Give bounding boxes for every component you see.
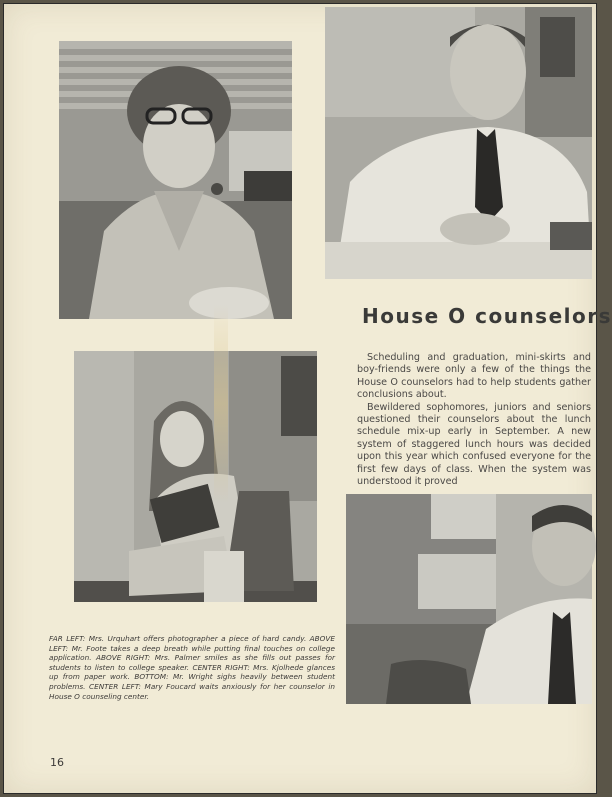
yearbook-page [3, 3, 612, 794]
water-stain [214, 304, 228, 504]
story-paragraph: Scheduling and graduation, mini-skirts and boy-friends were only a few of the things the House O counselors had to help students gather conclusions about. [357, 352, 591, 401]
page-number: 16 [50, 756, 64, 769]
story-text [357, 352, 591, 488]
page-headline: House O counselors [362, 304, 612, 328]
photo-man-counselor-writing [325, 7, 592, 279]
photo-caption: FAR LEFT: Mrs. Urquhart offers photographer a piece of hard candy. ABOVE LEFT: Mr. Foote takes a deep breath while putting final touches on college application. ABOVE RIGHT: Mrs. Palmer smiles as she fills out passes for students to listen to college speaker. CENTER RIGHT: Mrs. Kjolhede glances up from paper work. BOTTOM: Mr. Wright sighs heavily between student problems. CENTER LEFT: Mary Foucard waits anxiously for her counselor in House O counseling center. [49, 634, 335, 701]
photo-man-counselor-seated [346, 494, 592, 704]
photo-student-waiting [74, 351, 317, 602]
photo-woman-counselor [59, 41, 292, 319]
story-paragraph: Bewildered sophomores, juniors and seniors questioned their counselors about the lunch schedule mix-up early in September. A new system of staggered lunch hours was decided upon this year which confused everyone for the first few days of class. When the system was understood it proved [357, 401, 591, 488]
